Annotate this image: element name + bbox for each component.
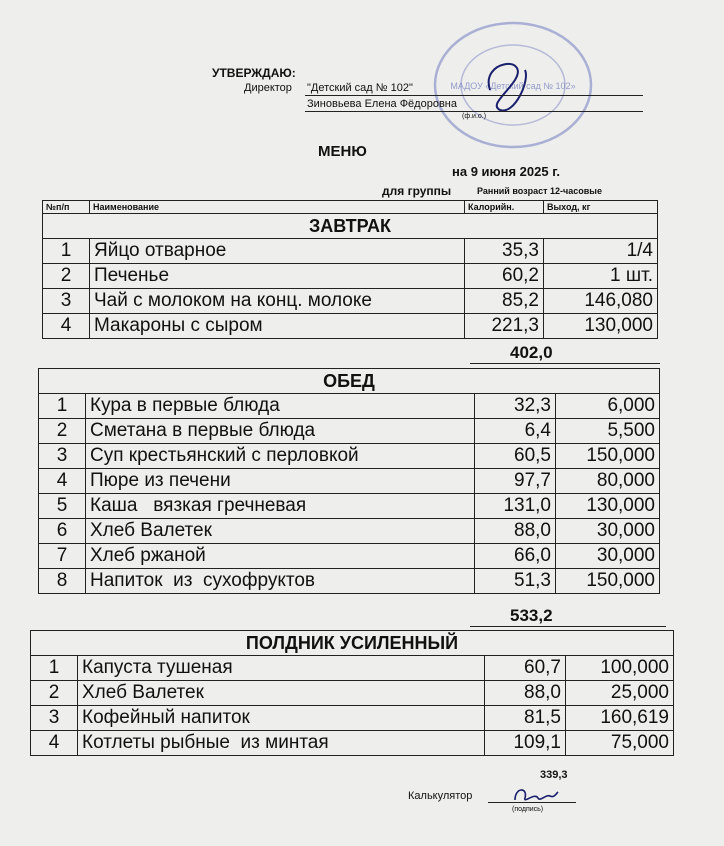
breakfast-title: ЗАВТРАК [43, 214, 658, 239]
dish-name: Чай с молоком на конц. молоке [90, 289, 465, 314]
table-row [39, 544, 660, 569]
kcal-value: 88,0 [485, 681, 566, 706]
row-number: 2 [43, 264, 90, 289]
fio-caption: (ф.и.о.) [462, 113, 487, 120]
yield-value: 1 шт. [544, 264, 658, 289]
kcal-value: 85,2 [465, 289, 544, 314]
col-num-header: №п/п [43, 201, 90, 214]
yield-value: 30,000 [556, 544, 660, 569]
yield-value: 1/4 [544, 239, 658, 264]
table-row [39, 419, 660, 444]
yield-value: 5,500 [556, 419, 660, 444]
dish-name: Хлеб ржаной [86, 544, 475, 569]
group-value: Ранний возраст 12-часовые [477, 186, 602, 196]
breakfast-table [42, 200, 658, 339]
yield-value: 150,000 [556, 569, 660, 594]
lunch-table [38, 368, 660, 594]
kcal-value: 60,2 [465, 264, 544, 289]
group-label: для группы [382, 184, 452, 198]
dish-name: Печенье [90, 264, 465, 289]
col-kcal-header: Калорийн. [465, 201, 544, 214]
menu-date: на 9 июня 2025 г. [452, 164, 560, 179]
table-row [31, 681, 674, 706]
yield-value: 150,000 [556, 444, 660, 469]
dish-name: Сметана в первые блюда [86, 419, 475, 444]
table-row [39, 569, 660, 594]
kcal-value: 6,4 [475, 419, 556, 444]
breakfast-total: 402,0 [510, 343, 553, 362]
table-row [43, 239, 658, 264]
institution-name: "Детский сад № 102" [307, 82, 413, 94]
row-number: 2 [31, 681, 78, 706]
table-row [39, 394, 660, 419]
yield-value: 80,000 [556, 469, 660, 494]
row-number: 7 [39, 544, 86, 569]
row-number: 3 [39, 444, 86, 469]
stamp-text: МАДОУ «Детский сад № 102» [450, 81, 576, 91]
kcal-value: 97,7 [475, 469, 556, 494]
kcal-value: 35,3 [465, 239, 544, 264]
table-row [39, 469, 660, 494]
snack-title: ПОЛДНИК УСИЛЕННЫЙ [31, 631, 674, 656]
yield-value: 6,000 [556, 394, 660, 419]
yield-value: 100,000 [566, 656, 674, 681]
dish-name: Макароны с сыром [90, 314, 465, 339]
table-row [39, 519, 660, 544]
kcal-value: 51,3 [475, 569, 556, 594]
yield-value: 130,000 [556, 494, 660, 519]
table-row [31, 656, 674, 681]
row-number: 3 [31, 706, 78, 731]
row-number: 8 [39, 569, 86, 594]
dish-name: Напиток из сухофруктов [86, 569, 475, 594]
row-number: 4 [31, 731, 78, 756]
yield-value: 146,080 [544, 289, 658, 314]
menu-title: МЕНЮ [318, 143, 367, 160]
dish-name: Пюре из печени [86, 469, 475, 494]
director-signature [470, 50, 550, 120]
kcal-value: 32,3 [475, 394, 556, 419]
kcal-value: 88,0 [475, 519, 556, 544]
signature-caption: (подпись) [512, 806, 544, 813]
kcal-value: 131,0 [475, 494, 556, 519]
row-number: 3 [43, 289, 90, 314]
kcal-value: 81,5 [485, 706, 566, 731]
row-number: 2 [39, 419, 86, 444]
row-number: 5 [39, 494, 86, 519]
dish-name: Хлеб Валетек [86, 519, 475, 544]
row-number: 4 [43, 314, 90, 339]
snack-total: 339,3 [540, 769, 568, 781]
lunch-total: 533,2 [510, 606, 553, 625]
kcal-value: 60,7 [485, 656, 566, 681]
kcal-value: 66,0 [475, 544, 556, 569]
yield-value: 130,000 [544, 314, 658, 339]
dish-name: Яйцо отварное [90, 239, 465, 264]
table-row [39, 444, 660, 469]
row-number: 1 [39, 394, 86, 419]
lunch-title: ОБЕД [39, 369, 660, 394]
director-label: Директор [244, 82, 292, 94]
approval-heading: УТВЕРЖДАЮ: [212, 66, 296, 80]
dish-name: Котлеты рыбные из минтая [78, 731, 485, 756]
table-row [31, 706, 674, 731]
row-number: 4 [39, 469, 86, 494]
table-row [43, 289, 658, 314]
director-name: Зиновьева Елена Фёдоровна [307, 98, 457, 110]
dish-name: Кура в первые блюда [86, 394, 475, 419]
table-row [31, 731, 674, 756]
dish-name: Капуста тушеная [78, 656, 485, 681]
dish-name: Кофейный напиток [78, 706, 485, 731]
kcal-value: 221,3 [465, 314, 544, 339]
dish-name: Хлеб Валетек [78, 681, 485, 706]
calculator-signature [510, 782, 560, 808]
yield-value: 25,000 [566, 681, 674, 706]
table-row [43, 264, 658, 289]
yield-value: 30,000 [556, 519, 660, 544]
table-row [43, 314, 658, 339]
row-number: 6 [39, 519, 86, 544]
kcal-value: 60,5 [475, 444, 556, 469]
row-number: 1 [43, 239, 90, 264]
calculator-label: Калькулятор [408, 790, 473, 802]
snack-table [30, 630, 674, 756]
col-yield-header: Выход, кг [544, 201, 658, 214]
kcal-value: 109,1 [485, 731, 566, 756]
yield-value: 160,619 [566, 706, 674, 731]
dish-name: Каша вязкая гречневая [86, 494, 475, 519]
row-number: 1 [31, 656, 78, 681]
table-row [39, 494, 660, 519]
dish-name: Суп крестьянский с перловкой [86, 444, 475, 469]
col-name-header: Наименование [90, 201, 465, 214]
yield-value: 75,000 [566, 731, 674, 756]
